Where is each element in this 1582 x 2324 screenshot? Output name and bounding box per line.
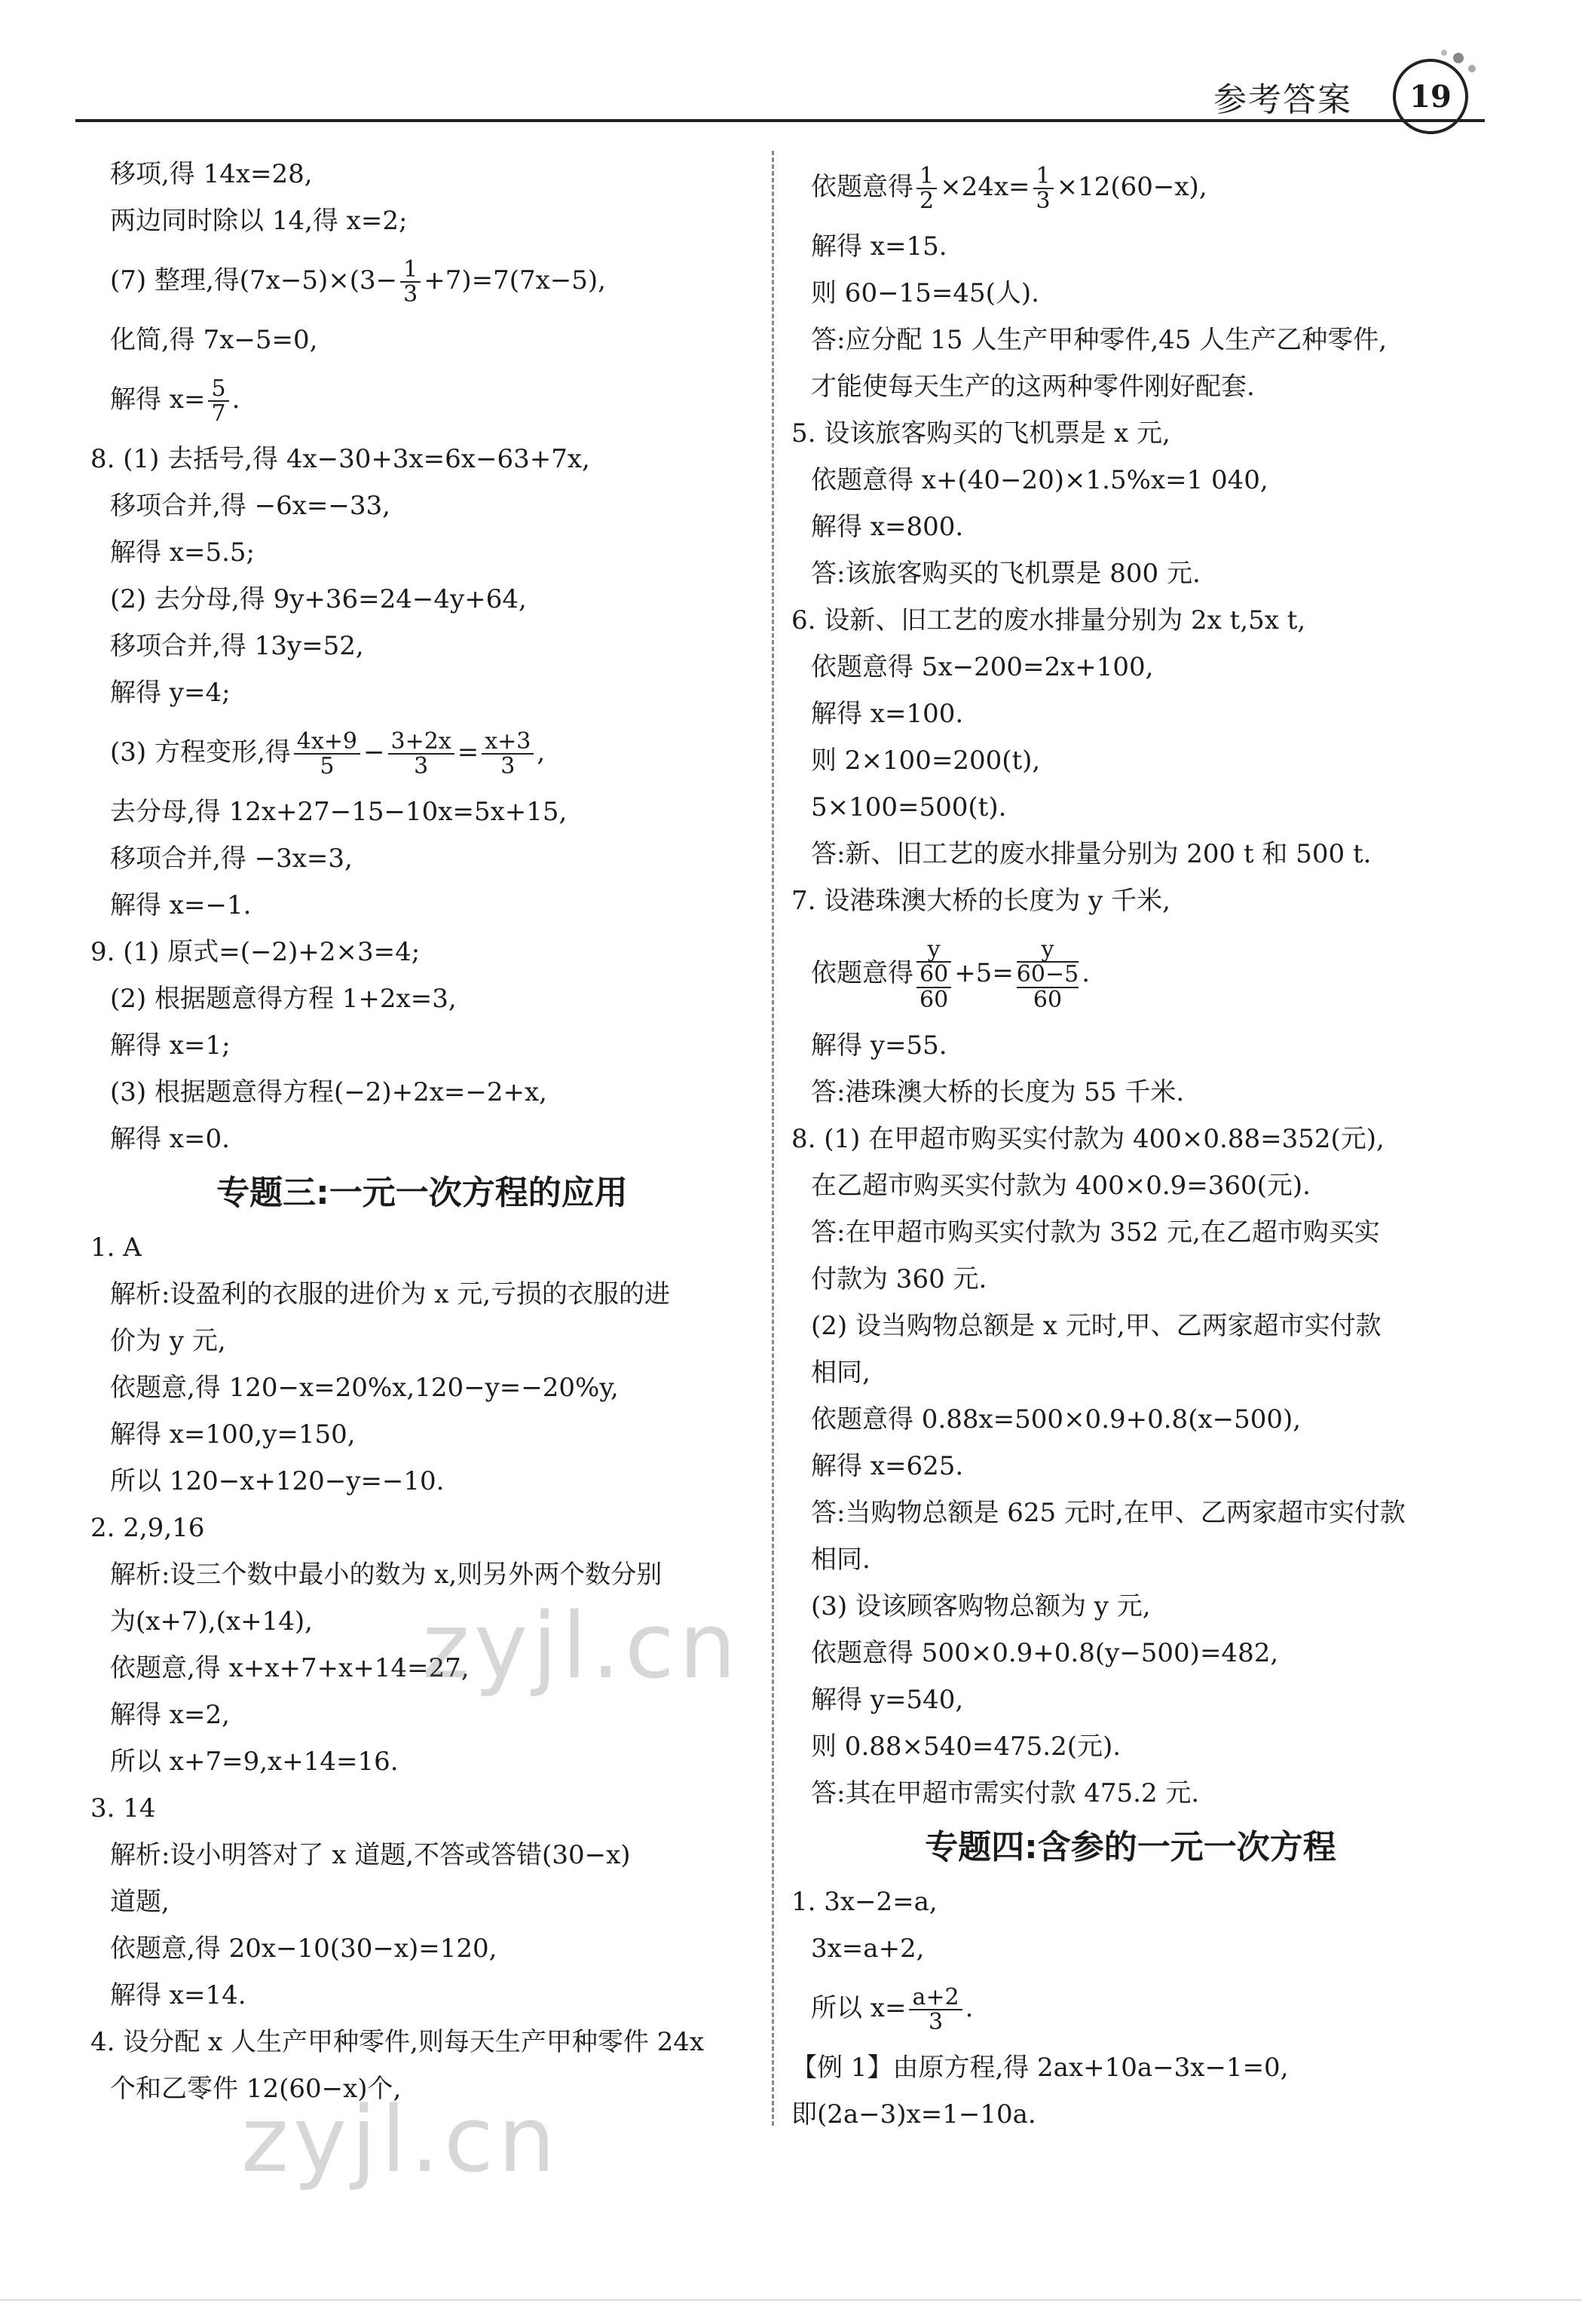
text-line: (3) 根据题意得方程(−2)+2x=−2+x, (110, 1077, 547, 1107)
text-segment: , (537, 737, 546, 767)
text-line: 解得 x=15. (811, 231, 947, 262)
fraction-numerator: 1 (916, 164, 937, 190)
text-line: 1. A (90, 1232, 142, 1263)
text-line: 4. 设分配 x 人生产甲种零件,则每天生产甲种零件 24x (90, 2027, 705, 2057)
fraction-numerator: 3+2x (388, 730, 454, 755)
text-segment: ×12(60−x), (1056, 172, 1207, 202)
fraction (482, 727, 534, 779)
text-line: 化简,得 7x−5=0, (110, 325, 318, 355)
fraction-denominator: 7 (211, 400, 226, 427)
text-line: 8. (1) 去括号,得 4x−30+3x=6x−63+7x, (90, 444, 590, 474)
section-heading: 专题三:一元一次方程的应用 (216, 1174, 628, 1212)
text-line: 依题意,得 120−x=20%x,120−y=−20%y, (110, 1373, 619, 1403)
text-line: 解析:设盈利的衣服的进价为 x 元,亏损的衣服的进 (110, 1279, 671, 1309)
decorative-dot (1453, 53, 1464, 63)
text-line: 解得 x=800. (811, 512, 964, 542)
right-column (791, 151, 1470, 2138)
text-line: (2) 根据题意得方程 1+2x=3, (110, 984, 457, 1014)
equation-line (90, 363, 754, 436)
fraction-numerator: 1 (400, 258, 421, 283)
text-segment: . (1082, 958, 1091, 988)
text-line: 依题意得 0.88x=500×0.9+0.8(x−500), (811, 1404, 1302, 1435)
text-line: 答:在甲超市购买实付款为 352 元,在乙超市购买实 (811, 1217, 1380, 1248)
text-line: 移项,得 14x=28, (110, 159, 313, 189)
text-line: 9. (1) 原式=(−2)+2×3=4; (90, 937, 421, 967)
text-line: 答:其在甲超市需实付款 475.2 元. (811, 1778, 1200, 1808)
fraction (388, 727, 454, 779)
text-line: 解析:设小明答对了 x 道题,不答或答错(30−x) (110, 1840, 631, 1870)
fraction-numerator: 4x+9 (294, 730, 360, 755)
text-line: 解析:设三个数中最小的数为 x,则另外两个数分别 (110, 1560, 662, 1590)
text-line: 解得 x=625. (811, 1451, 964, 1481)
text-line: 道题, (110, 1887, 170, 1917)
text-line: 则 60−15=45(人). (811, 278, 1039, 308)
text-line: 答:应分配 15 人生产甲种零件,45 人生产乙种零件, (811, 325, 1388, 355)
text-line: 则 2×100=200(t), (811, 746, 1041, 776)
decorative-dot (1468, 65, 1476, 72)
fraction (909, 1983, 962, 2035)
fraction-numerator: y (916, 938, 951, 963)
text-line: 则 0.88×540=475.2(元). (811, 1732, 1121, 1762)
section-heading: 专题四:含参的一元一次方程 (925, 1828, 1336, 1866)
text-line: 解得 x=14. (110, 1980, 246, 2010)
fraction-numerator: y (1017, 938, 1079, 963)
text-line: 付款为 360 元. (811, 1264, 987, 1294)
fraction (1033, 164, 1054, 213)
text-segment: 解得 x= (110, 384, 206, 415)
text-line: 解得 x=100,y=150, (110, 1419, 356, 1450)
text-line: 移项合并,得 −3x=3, (110, 844, 353, 874)
text-segment: . (965, 1993, 974, 2023)
text-line: 去分母,得 12x+27−15−10x=5x+15, (110, 797, 568, 827)
text-line: 5. 设该旅客购买的飞机票是 x 元, (791, 418, 1170, 449)
fraction-denominator: 3 (414, 753, 429, 779)
header-title: 参考答案 (1213, 81, 1352, 119)
text-line: 解得 y=540, (811, 1685, 964, 1715)
text-segment: = (457, 737, 479, 767)
text-segment: (3) 方程变形,得 (110, 737, 291, 767)
fraction-denominator: 3 (1036, 188, 1051, 214)
text-line: 3x=a+2, (811, 1934, 925, 1964)
fraction (916, 164, 937, 213)
text-line: 答:该旅客购买的飞机票是 800 元. (811, 559, 1201, 589)
text-segment: 依题意得 (811, 172, 913, 202)
text-segment: (7) 整理,得(7x−5)×(3− (110, 265, 398, 295)
text-line: 所以 x+7=9,x+14=16. (110, 1747, 399, 1777)
equation-line (90, 716, 754, 788)
text-line: 价为 y 元, (110, 1326, 226, 1356)
page-number: 19 (1409, 78, 1452, 115)
fraction-denominator: 60 (1033, 986, 1063, 1013)
watermark: zyjl.cn (422, 1594, 741, 1699)
text-line: 6. 设新、旧工艺的废水排量分别为 2x t,5x t, (791, 605, 1306, 635)
text-line: 相同. (811, 1545, 871, 1575)
text-line: 解得 y=4; (110, 678, 231, 708)
text-line: 【例 1】由原方程,得 2ax+10a−3x−1=0, (791, 2053, 1289, 2083)
column-divider (772, 151, 774, 2126)
fraction (400, 258, 421, 307)
text-segment: +7)=7(7x−5), (424, 265, 606, 295)
text-line: (3) 设该顾客购物总额为 y 元, (811, 1591, 1151, 1621)
text-segment: − (363, 737, 385, 767)
decorative-dot (1441, 50, 1447, 56)
equation-line (90, 244, 754, 317)
text-line: 答:港珠澳大桥的长度为 55 千米. (811, 1077, 1185, 1107)
footer-rule (0, 2299, 1582, 2301)
text-line: 个和乙零件 12(60−x)个, (110, 2074, 402, 2104)
text-line: 移项合并,得 13y=52, (110, 631, 364, 661)
left-column (90, 151, 754, 2112)
equation-line (791, 151, 1470, 223)
fraction-middle: 60 (916, 963, 951, 988)
text-line: 移项合并,得 −6x=−33, (110, 491, 390, 521)
text-line: 2. 2,9,16 (90, 1513, 205, 1543)
text-line: 5×100=500(t). (811, 792, 1007, 822)
page-number-badge (1393, 59, 1468, 134)
header-rule (75, 119, 1485, 122)
fraction-denominator: 3 (403, 281, 418, 308)
text-line: 在乙超市购买实付款为 400×0.9=360(元). (811, 1171, 1311, 1201)
fraction-numerator: a+2 (909, 1986, 962, 2011)
fraction-numerator: x+3 (482, 730, 534, 755)
text-segment: 依题意得 (811, 958, 913, 988)
text-line: 7. 设港珠澳大桥的长度为 y 千米, (791, 886, 1170, 916)
compound-fraction (916, 935, 951, 1013)
text-line: 所以 120−x+120−y=−10. (110, 1466, 445, 1496)
fraction-middle: 60−5 (1016, 961, 1079, 988)
text-line: 依题意得 5x−200=2x+100, (811, 652, 1154, 682)
text-line: 依题意,得 x+x+7+x+14=27, (110, 1653, 470, 1683)
text-line: 依题意得 500×0.9+0.8(y−500)=482, (811, 1638, 1279, 1668)
text-line: 解得 x=5.5; (110, 537, 255, 568)
equation-line (791, 1972, 1470, 2044)
equation-line (791, 924, 1470, 1022)
text-line: 依题意,得 20x−10(30−x)=120, (110, 1934, 497, 1964)
text-line: 解得 x=1; (110, 1030, 231, 1061)
text-segment: . (231, 384, 240, 415)
text-line: 两边同时除以 14,得 x=2; (110, 206, 408, 236)
text-line: 依题意得 x+(40−20)×1.5%x=1 040, (811, 465, 1268, 495)
text-line: (2) 设当购物总额是 x 元时,甲、乙两家超市实付款 (811, 1311, 1382, 1341)
text-line: 答:新、旧工艺的废水排量分别为 200 t 和 500 t. (811, 839, 1372, 869)
text-line: 8. (1) 在甲超市购买实付款为 400×0.88=352(元), (791, 1124, 1385, 1154)
text-line: 解得 x=0. (110, 1124, 230, 1154)
fraction-numerator: 1 (1033, 164, 1054, 190)
fraction-numerator: 5 (208, 377, 228, 403)
fraction-denominator: 60 (920, 986, 949, 1013)
text-line: 解得 x=−1. (110, 890, 252, 920)
text-line: 相同, (811, 1358, 871, 1388)
fraction-denominator: 5 (320, 753, 335, 779)
fraction (208, 377, 228, 426)
text-line: 1. 3x−2=a, (791, 1887, 938, 1917)
fraction-denominator: 3 (928, 2009, 944, 2035)
text-line: 答:当购物总额是 625 元时,在甲、乙两家超市实付款 (811, 1498, 1406, 1528)
fraction-denominator: 3 (500, 753, 516, 779)
compound-fraction (1016, 935, 1079, 1013)
text-segment: +5= (954, 958, 1014, 988)
text-line: 解得 x=2, (110, 1700, 230, 1730)
text-segment: ×24x= (940, 172, 1030, 202)
text-line: 即(2a−3)x=1−10a. (791, 2099, 1036, 2130)
text-line: 才能使每天生产的这两种零件刚好配套. (811, 372, 1255, 402)
text-segment: 所以 x= (811, 1993, 907, 2023)
text-line: 3. 14 (90, 1793, 156, 1823)
fraction (294, 727, 360, 779)
text-line: 为(x+7),(x+14), (110, 1606, 313, 1637)
fraction-denominator: 2 (920, 188, 935, 214)
text-line: (2) 去分母,得 9y+36=24−4y+64, (110, 584, 527, 614)
text-line: 解得 x=100. (811, 699, 964, 729)
text-line: 解得 y=55. (811, 1030, 947, 1061)
watermark: zyjl.cn (241, 2088, 560, 2193)
